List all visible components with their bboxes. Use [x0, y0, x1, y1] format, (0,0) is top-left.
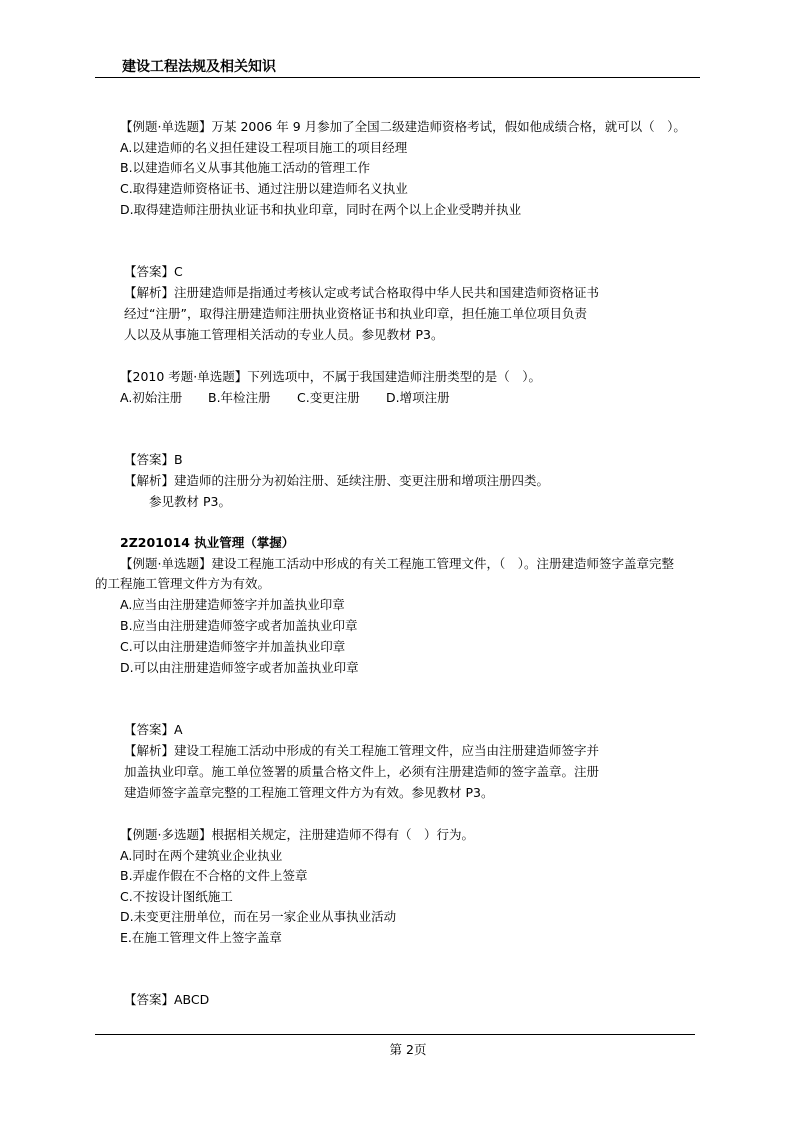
q2-option-a: A.初始注册: [120, 390, 183, 405]
footer-rule: [95, 1034, 695, 1035]
q3-option-b: B.应当由注册建造师签字或者加盖执业印章: [120, 618, 358, 633]
q4-answer: 【答案】ABCD: [124, 992, 210, 1007]
q1-option-b: B.以建造师名义从事其他施工活动的管理工作: [120, 160, 371, 175]
q3-stem-line-1: 【例题·单选题】建设工程施工活动中形成的有关工程施工管理文件，（ ）。注册建造师签字盖章完整: [120, 556, 674, 571]
q4-option-b: B.弄虚作假在不合格的文件上签章: [120, 868, 308, 883]
page-number: 第 2页: [389, 1042, 427, 1057]
q4-option-a: A.同时在两个建筑业企业执业: [120, 848, 283, 863]
q2-analysis-line-2: 参见教材 P3。: [149, 494, 231, 509]
q4-option-d: D.未变更注册单位，而在另一家企业从事执业活动: [120, 909, 397, 924]
q2-analysis-line-1: 【解析】建造师的注册分为初始注册、延续注册、变更注册和增项注册四类。: [124, 473, 550, 488]
q1-stem: 【例题·单选题】万某 2006 年 9 月参加了全国二级建造师资格考试，假如他成绩合格，就可以（ ）。: [120, 119, 686, 134]
section-heading: 2Z201014 执业管理（掌握）: [120, 535, 295, 550]
q2-answer: 【答案】B: [124, 452, 183, 467]
q1-option-c: C.取得建造师资格证书、通过注册以建造师名义执业: [120, 181, 408, 196]
q3-analysis-line-2: 加盖执业印章。施工单位签署的质量合格文件上，必须有注册建造师的签字盖章。注册: [124, 764, 600, 779]
q1-answer: 【答案】C: [124, 264, 183, 279]
q3-option-a: A.应当由注册建造师签字并加盖执业印章: [120, 597, 345, 612]
q3-analysis-line-1: 【解析】建设工程施工活动中形成的有关工程施工管理文件，应当由注册建造师签字并: [124, 743, 600, 758]
q4-option-c: C.不按设计图纸施工: [120, 889, 233, 904]
q4-stem: 【例题·多选题】根据相关规定，注册建造师不得有（ ）行为。: [120, 827, 474, 842]
q2-option-d: D.增项注册: [386, 390, 450, 405]
q3-option-d: D.可以由注册建造师签字或者加盖执业印章: [120, 660, 359, 675]
q1-option-a: A.以建造师的名义担任建设工程项目施工的项目经理: [120, 140, 408, 155]
q1-option-d: D.取得建造师注册执业证书和执业印章，同时在两个以上企业受聘并执业: [120, 202, 522, 217]
q3-analysis-line-3: 建造师签字盖章完整的工程施工管理文件方为有效。参见教材 P3。: [124, 785, 494, 800]
q2-stem: 【2010 考题·单选题】下列选项中，不属于我国建造师注册类型的是（ ）。: [120, 369, 542, 384]
q3-answer: 【答案】A: [124, 722, 183, 737]
q1-analysis-line-3: 人以及从事施工管理相关活动的专业人员。参见教材 P3。: [124, 327, 444, 342]
q4-option-e: E.在施工管理文件上签字盖章: [120, 930, 282, 945]
q3-stem-line-2: 的工程施工管理文件方为有效。: [95, 576, 271, 591]
q1-analysis-line-2: 经过“注册”，取得注册建造师注册执业资格证书和执业印章，担任施工单位项目负责: [124, 306, 587, 321]
q2-option-c: C.变更注册: [297, 390, 360, 405]
q1-analysis-line-1: 【解析】注册建造师是指通过考核认定或考试合格取得中华人民共和国建造师资格证书: [124, 285, 600, 300]
header-rule: [95, 77, 700, 78]
q2-option-b: B.年检注册: [208, 390, 271, 405]
q3-option-c: C.可以由注册建造师签字并加盖执业印章: [120, 639, 346, 654]
page-header-title: 建设工程法规及相关知识: [122, 59, 276, 75]
